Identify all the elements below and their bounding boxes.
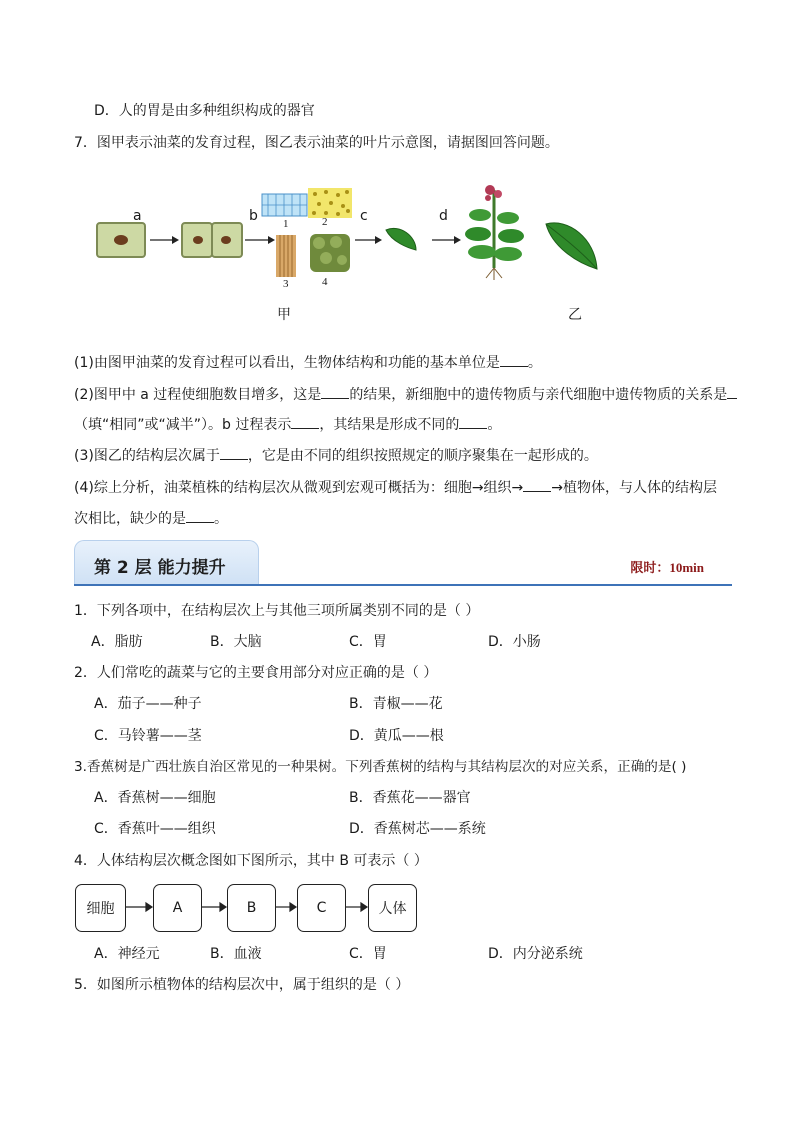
q7-sub4-line1: (4)综上分析，油菜植株的结构层次从微观到宏观可概括为：细胞→组织→ →植物体，与人体的结构层 xyxy=(74,477,717,498)
flow-box-c: C xyxy=(297,884,346,932)
question-1-option-b[interactable]: B．大脑 xyxy=(210,634,262,650)
flow-box-cell: 细胞 xyxy=(75,884,126,932)
question-4-option-a[interactable]: A．神经元 xyxy=(94,946,160,962)
section-title: 第 2 层 能力提升 xyxy=(94,558,226,578)
tissue-number-1: 1 xyxy=(283,218,289,230)
question-5-stem: 5．如图所示植物体的结构层次中，属于组织的是（ ） xyxy=(74,977,410,993)
question-1-stem: 1．下列各项中，在结构层次上与其他三项所属类别不同的是（ ） xyxy=(74,603,480,619)
question-1-option-c[interactable]: C．胃 xyxy=(349,634,387,650)
figure-caption-jia: 甲 xyxy=(277,307,291,323)
question-3-option-b[interactable]: B．香蕉花——器官 xyxy=(349,790,471,806)
question-4-option-c[interactable]: C．胃 xyxy=(349,946,387,962)
q7-stem: 7．图甲表示油菜的发育过程，图乙表示油菜的叶片示意图，请据图回答问题。 xyxy=(74,135,559,151)
arrow-label-c: c xyxy=(360,208,368,224)
q6-option-d: D．人的胃是由多种组织构成的器官 xyxy=(94,103,315,119)
question-2-option-d[interactable]: D．黄瓜——根 xyxy=(349,728,444,744)
question-3-option-c[interactable]: C．香蕉叶——组织 xyxy=(94,821,216,837)
question-2-option-c[interactable]: C．马铃薯——茎 xyxy=(94,728,202,744)
flow-box-body: 人体 xyxy=(368,884,417,932)
figure-caption-yi: 乙 xyxy=(568,307,582,323)
question-3-stem: 3.香蕉树是广西壮族自治区常见的一种果树。下列香蕉树的结构与其结构层次的对应关系，正确的是( ) xyxy=(74,759,687,775)
q7-sub1: (1)由图甲油菜的发育过程可以看出，生物体结构和功能的基本单位是 。 xyxy=(74,352,542,373)
question-4-stem: 4．人体结构层次概念图如下图所示，其中 B 可表示（ ） xyxy=(74,853,428,869)
q7-sub2-line2: （填“相同”或“减半”）。b 过程表示 ，其结果是形成不同的 。 xyxy=(74,414,501,435)
q7-sub2-line1: (2)图甲中 a 过程使细胞数目增多，这是 的结果，新细胞中的遗传物质与亲代细胞中遗传物质的关系是 xyxy=(74,384,737,405)
question-2-stem: 2．人们常吃的蔬菜与它的主要食用部分对应正确的是（ ） xyxy=(74,665,438,681)
question-1-option-d[interactable]: D．小肠 xyxy=(488,634,541,650)
tissue-number-3: 3 xyxy=(283,278,289,290)
q7-sub4-line2: 次相比，缺少的是 。 xyxy=(74,508,228,529)
question-3-option-a[interactable]: A．香蕉树——细胞 xyxy=(94,790,216,806)
q7-sub3: (3)图乙的结构层次属于 ，它是由不同的组织按照规定的顺序聚集在一起形成的。 xyxy=(74,445,598,466)
tissue-number-4: 4 xyxy=(322,276,328,288)
arrow-label-b: b xyxy=(249,208,258,224)
arrow-label-a: a xyxy=(133,208,142,224)
tissue-number-2: 2 xyxy=(322,216,328,228)
flow-box-b: B xyxy=(227,884,276,932)
question-2-option-b[interactable]: B．青椒——花 xyxy=(349,696,443,712)
question-3-option-d[interactable]: D．香蕉树芯——系统 xyxy=(349,821,486,837)
question-4-option-d[interactable]: D．内分泌系统 xyxy=(488,946,583,962)
arrow-label-d: d xyxy=(439,208,448,224)
flow-box-a: A xyxy=(153,884,202,932)
question-1-option-a[interactable]: A．脂肪 xyxy=(91,634,143,650)
question-2-option-a[interactable]: A．茄子——种子 xyxy=(94,696,202,712)
question-4-option-b[interactable]: B．血液 xyxy=(210,946,262,962)
time-limit: 限时：10min xyxy=(630,560,704,575)
